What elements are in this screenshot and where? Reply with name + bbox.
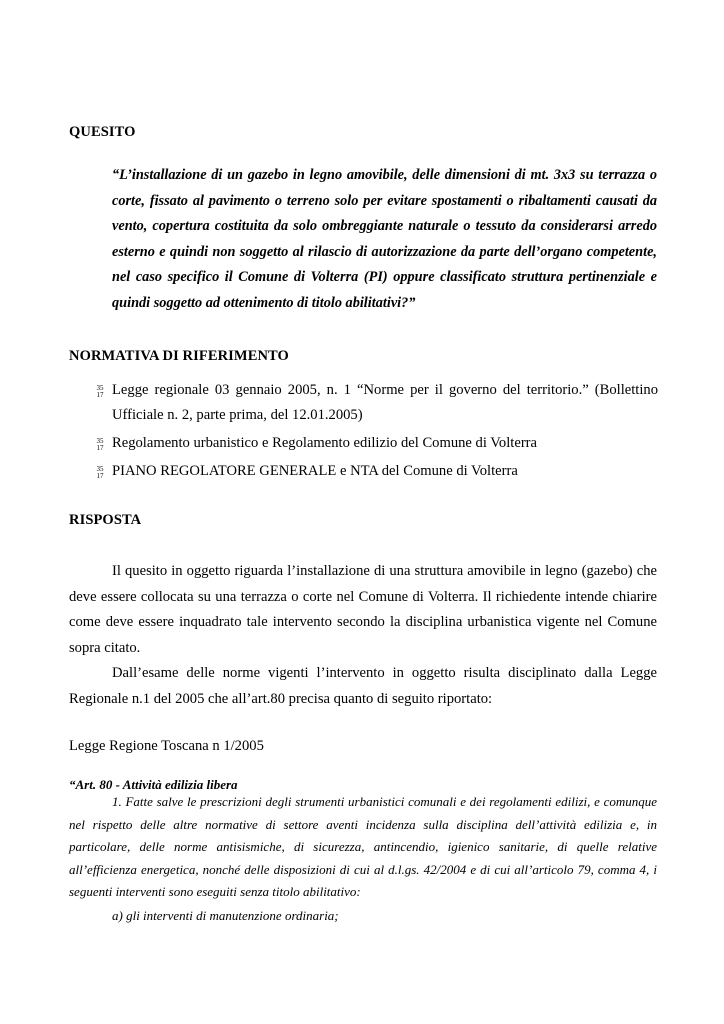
bullet-icon: 35 17 xyxy=(96,437,104,452)
list-item xyxy=(88,378,658,428)
normativa-list xyxy=(88,378,658,487)
article-item-a: a) gli interventi di manutenzione ordinaria; xyxy=(112,908,339,923)
list-item xyxy=(88,459,658,484)
risposta-paragraph-2: Dall’esame delle norme vigenti l’intervento in oggetto risulta disciplinato dalla Legge Regionale n.1 del 2005 che all’art.80 precisa quanto di seguito riportato: xyxy=(69,665,657,707)
bullet-icon: 35 17 xyxy=(96,465,104,480)
risposta-heading: RISPOSTA xyxy=(69,512,142,528)
risposta-paragraph-1: Il quesito in oggetto riguarda l’installazione di una struttura amovibile in legno (gazebo) che deve essere collocata su una terrazza o corte nel Comune di Volterra. Il richiedente intende chiarire come deve essere inquadrato tale intervento secondo la disciplina urbanistica vigente nel Comune sopra citato. xyxy=(69,563,657,656)
law-reference: Legge Regione Toscana n 1/2005 xyxy=(69,738,264,754)
normativa-heading: NORMATIVA DI RIFERIMENTO xyxy=(69,348,289,364)
list-item-text: PIANO REGOLATORE GENERALE e NTA del Comune di Volterra xyxy=(112,463,518,479)
list-item-text: Regolamento urbanistico e Regolamento edilizio del Comune di Volterra xyxy=(112,435,538,451)
bullet-icon: 35 17 xyxy=(96,384,104,399)
quesito-text: “L’installazione di un gazebo in legno amovibile, delle dimensioni di mt. 3x3 su terrazza o corte, fissato al pavimento o terreno solo per evitare spostamenti o ribaltamenti causati da vento, copertura costituita da solo ombreggiante naturale o tessuto da considerarsi arredo esterno e quindi non soggetto al rilascio di autorizzazione da parte dell’organo competente, nel caso specifico il Comune di Volterra (PI) oppure classificato struttura pertinenziale e quindi soggetto ad ottenimento di titolo abilitativi?” xyxy=(112,167,657,311)
quesito-heading: QUESITO xyxy=(69,124,136,140)
list-item-text: Legge regionale 03 gennaio 2005, n. 1 “Norme per il governo del territorio.” (Bollettino Ufficiale n. 2, parte prima, del 12.01.2005) xyxy=(112,382,658,423)
article-body: 1. Fatte salve le prescrizioni degli strumenti urbanistici comunali e dei regolamenti edilizi, e comunque nel rispetto delle altre normative di settore aventi incidenza sulla disciplina dell’attività edilizia e, in particolare, delle norme antisismiche, di sicurezza, antincendio, igienico sanitarie, di quelle relative all’efficienza energetica, nonché delle disposizioni di cui al d.l.gs. 42/2004 e di cui all’articolo 79, comma 4, i seguenti interventi sono eseguiti senza titolo abilitativo: xyxy=(69,794,657,900)
article-title: “Art. 80 - Attività edilizia libera xyxy=(69,777,238,792)
list-item xyxy=(88,431,658,456)
